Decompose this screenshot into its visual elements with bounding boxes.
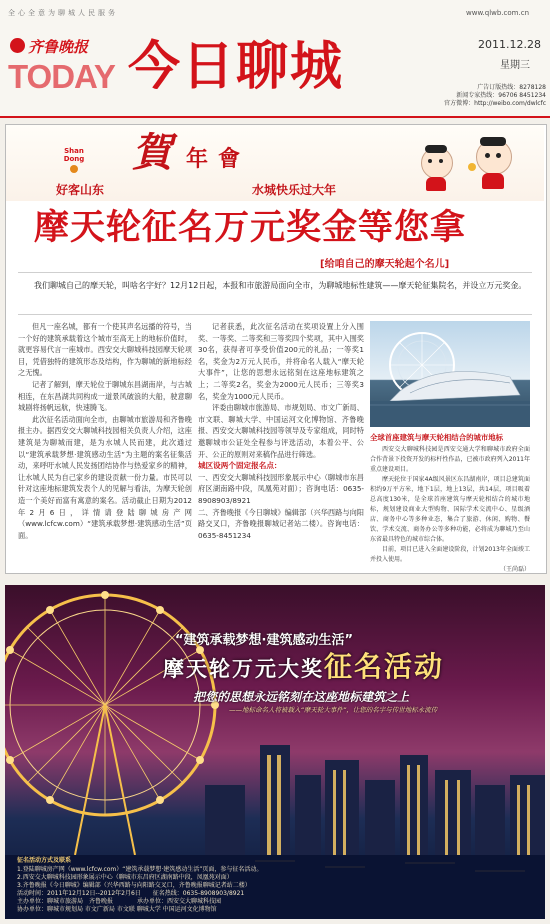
ferris-wheel-building-illustration — [370, 321, 530, 427]
article-column-1 — [18, 321, 192, 541]
he-char: 賀 — [132, 129, 172, 176]
page-title: 今日聊城 — [128, 37, 345, 97]
photo-caption: 全球首座建筑与摩天轮相结合的城市地标 — [370, 433, 504, 442]
banner-line1: 把您的思想永远铭刻在这座地标建筑之上 — [193, 690, 410, 704]
mascot-boy-icon — [468, 139, 518, 191]
article-subhead: [给咱自己的摩天轮起个名儿] — [320, 259, 450, 270]
contact1-label: 广告订版热线： — [477, 84, 520, 91]
divider — [18, 272, 532, 273]
contact3-label: 官方微博： — [444, 100, 475, 107]
banner-footer — [5, 855, 545, 919]
contact2-label: 新闻专家热线： — [456, 92, 499, 99]
col1-paragraph: 记者了解到，摩天轮位于聊城东昌湖南岸，与古城相连，在东昌湖共同构成一道景风破浪的大船，驶意聊城剧将扬帆远航，快速腾飞。 — [18, 379, 192, 413]
hui-char: 會 — [218, 146, 241, 172]
shandong-logo — [58, 147, 90, 177]
masthead — [0, 0, 550, 118]
article-intro: 我们聊城自己的摩天轮，叫啥名字好？12月12日起，本报和市旅游局面向全市，为聊城地标性建筑——摩天轮征集院名，并设立万元奖金。 — [34, 281, 527, 290]
logo-dot-icon — [70, 165, 78, 173]
contact-block — [420, 84, 546, 108]
banner-title-main: 摩天轮万元大奖 — [163, 657, 324, 681]
footer-line: 1.登陆聊城房产网（www.lcfcw.com）“建筑承载梦想·建筑感动生活”页面，参与征名活动。 — [17, 866, 263, 873]
article-headline: 摩天轮征名万元奖金等您拿 — [34, 208, 467, 248]
col2-section-title: 城区设两个固定报名点： — [198, 461, 282, 471]
contact1-value: 8278128 — [519, 84, 546, 91]
promo-right-tag: 水城快乐过大年 — [252, 183, 337, 197]
footer-line: 协办单位：聊城市规划局 市文广新局 市文联 聊城大学 中国运河文化博物馆 — [17, 906, 217, 913]
col2-paragraph: 评委由聊城市旅游局、市规划局、市文广新局、市文联、聊城大学、中国运河文化博物馆、齐鲁晚报、西安交大聊城科技园等领导及专家组成，同时特邀聊城市公证处全程参与评选活动，本着公平、公开、公正的原则对来稿作品进行筛选。 — [198, 403, 364, 459]
footer-line: 3.齐鲁晚报《今日聊城》编辑部（兴华西路与向阳路交叉口，齐鲁晚报聊城记者站二楼） — [17, 882, 251, 889]
promo-left-tag: 好客山东 — [56, 183, 105, 197]
mascot-girl-icon — [416, 147, 456, 191]
contact2-value: 96706 8451234 — [498, 92, 546, 99]
article-column-2 — [198, 321, 364, 541]
banner-ad[interactable] — [5, 585, 545, 919]
issue-date: 2011.12.28 — [478, 38, 541, 51]
banner-slogan: “建筑承载梦想·建筑感动生活” — [175, 633, 354, 648]
paper-logo-icon — [10, 38, 25, 53]
promo-strip — [6, 125, 544, 201]
masthead-rule — [0, 116, 550, 118]
col1-paragraph: 但凡一座名城，都有一个使其声名远播的符号，当一个好的建筑承载着这个城市至高无上的地标价值时，就更容易代言一座城市。西安交大聊城科技园摩天轮项目，凭借独特的建筑形态及结构，作为聊城的新地标经之无愧。 — [18, 322, 192, 378]
building-photo — [370, 321, 530, 427]
col3-paragraph: 西安交大聊城科技园是西安交通大学和聊城市政府全面合作背景下投资开发的标杆性作品，已被市政府列入2011年重点建设项目。 — [370, 446, 530, 473]
footer-line: 主办单位：聊城市旅游局 齐鲁晚报 承办单位：西安交大聊城科技园 — [17, 898, 222, 905]
shandong-logo-text: Shan Dong — [63, 147, 85, 163]
today-word: TODAY — [8, 58, 115, 95]
masthead-website[interactable]: www.qlwb.com.cn — [466, 9, 529, 17]
col1-paragraph: 此次征名活动面向全市，由聊城市旅游局和齐鲁晚报主办。据西安交大聊城科技园相关负责人介绍，这座建筑是为聊城而建，是为水城人民而建，此次通过以“建筑承载梦想·建筑感动生活”为主题的案名征集活动，来呼吁水城人民发扬团结协作与热爱家乡的精神，让水城人民为自己家乡的建设贡献一份力量。市民可以针对这座地标建筑发表个人的见解与看法，为摩天轮创造一个美好而富有寓意的案名。活动截止日期为2012年2月6日，详情请登陆聊城房产网（www.lcfcw.com）“建筑承载梦想·建筑感动生活”页面。 — [18, 414, 192, 540]
paper-name: 齐鲁晚报 — [28, 38, 89, 56]
contact3-value[interactable]: http://weibo.com/dwlcfc — [474, 100, 546, 107]
nian-char: 年 — [186, 146, 209, 172]
banner-title-big: 征名活动 — [324, 650, 445, 683]
byline: （王尚磊） — [499, 566, 530, 573]
divider — [18, 314, 532, 315]
col3-paragraph: 目前，项目已进入全面建设阶段，计划2013年全面竣工并投入使用。 — [370, 546, 530, 563]
banner-title — [163, 645, 523, 685]
col2-paragraph: 二、齐鲁晚报《今日聊城》编辑部（兴华西路与向阳路交叉口，齐鲁晚报聊城记者站二楼）。咨询电话：0635-8451234 — [198, 507, 364, 540]
col3-paragraph: 摩天轮位于国家4A级风景区东昌湖南岸，项目总建筑面积约9万平方米，地下1层，地上13层，共14层，项目吸着总高度130米，是全球首座建筑与摩天轮相结合的城市地标，规划建设商业大型购物、国际学术交流中心、星级酒店、商务中心等多种业态，集合了旅游、休闲、购物、餐饮、学术交流、商务办公等多种功能，必将成为聊城乃至山东省最具特色的城市综合体。 — [370, 476, 530, 543]
footer-line: 活动时间：2011年12月12日--2012年2月6日 征名热线：0635-8908903/8921 — [17, 890, 245, 897]
footer-heading: 征名活动方式及联系 — [17, 857, 72, 864]
col2-paragraph: 记者获悉，此次征名活动在奖项设置上分入围奖、一等奖、二等奖和三等奖四个奖项，其中入围奖30名，获得者可享受价值200元的礼品；一等奖1名，奖金为2万元人民币，并将命名人载入“摩天轮大事件”，让您的思想永远铭刻在这座地标建筑之上；二等奖2名，奖金为2000元人民币；三等奖3名，奖金为1000元人民币。 — [198, 322, 364, 401]
footer-line: 2.西安交大聊城科技园形象展示中心（聊城市东昌府区湖南路中段，凤凰苑对面） — [17, 874, 233, 881]
article-column-3 — [370, 432, 530, 575]
masthead-slogan: 全心全意为聊城人民服务 — [8, 9, 118, 17]
col2-paragraph: 一、西安交大聊城科技园形象展示中心（聊城市东昌府区湖南路中段，凤凰苑对面）；咨询电话：0635-8908903/8921 — [198, 472, 364, 505]
banner-line2: ——地标命名人将被载入“摩天轮大事件”，让您的名字与传世地标永流传 — [229, 706, 438, 714]
issue-weekday: 星期三 — [500, 60, 530, 71]
